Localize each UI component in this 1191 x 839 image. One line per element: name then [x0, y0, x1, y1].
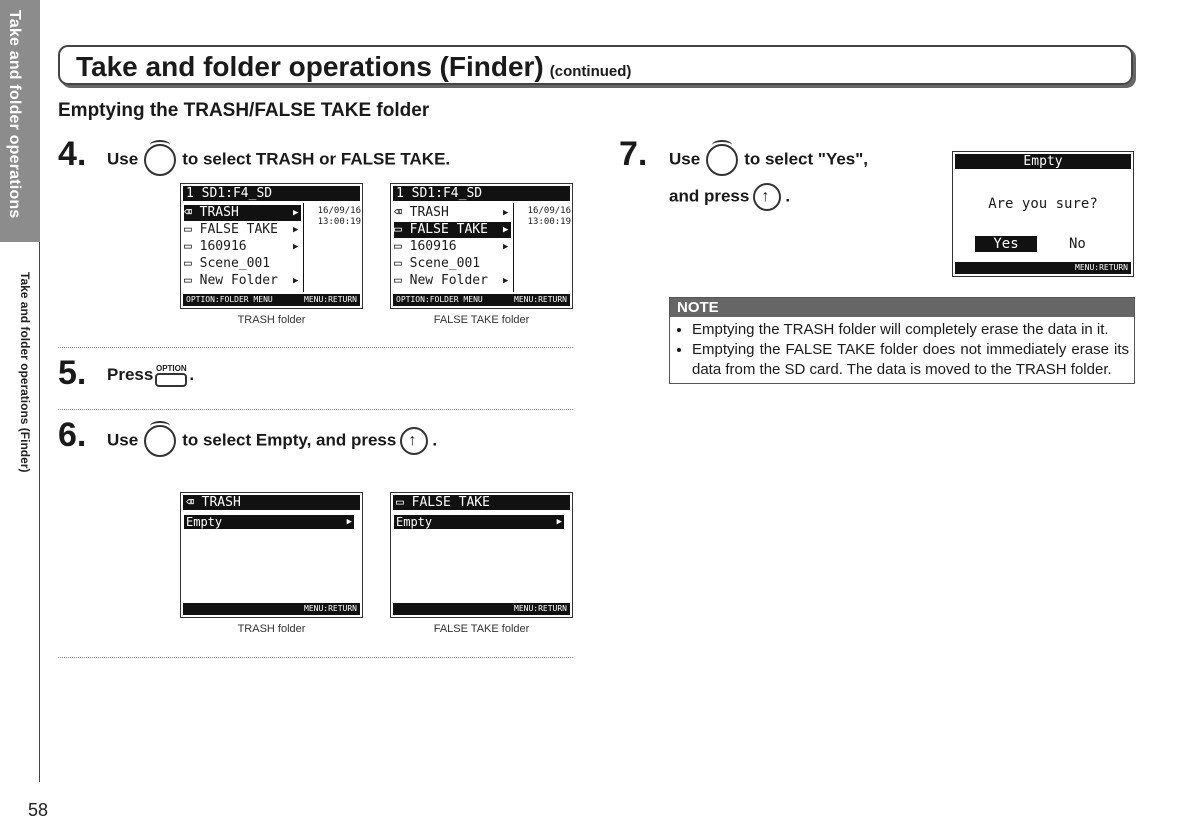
step-7-number: 7. — [619, 135, 648, 173]
arrow-right-icon: ▶ — [293, 242, 299, 252]
lcd-time: 13:00:19 — [317, 217, 361, 227]
arrow-right-icon: ▶ — [503, 225, 509, 235]
section-heading: Emptying the TRASH/FALSE TAKE folder — [58, 100, 430, 121]
lcd-item: ▭ New Folder — [184, 273, 278, 288]
note-heading: NOTE — [670, 298, 1134, 317]
page-title: Take and folder operations (Finder) (continued) — [76, 51, 632, 82]
lcd-item: Empty ▶ — [186, 515, 352, 529]
lcd-screen-trash — [180, 183, 363, 309]
step-5-number: 5. — [58, 354, 87, 392]
lcd-divider — [303, 203, 304, 292]
dial-icon — [144, 144, 176, 176]
lcd-header: Empty — [955, 154, 1131, 169]
lcd-item: ▭ 160916 — [394, 239, 457, 254]
lcd-header: ⌫ TRASH — [183, 495, 360, 510]
page-number: 58 — [28, 800, 49, 820]
dial-icon — [706, 144, 738, 176]
lcd-date: 16/09/16 — [317, 206, 361, 216]
lcd-no-option: No — [1069, 236, 1086, 252]
divider — [58, 409, 573, 410]
step-7-text: Use to select "Yes", — [669, 144, 868, 176]
arrow-right-icon: ▶ — [346, 517, 352, 527]
lcd-item: ▭ Scene_001 — [394, 256, 481, 271]
dial-icon — [144, 425, 176, 457]
step-4-text: Use to select TRASH or FALSE TAKE. — [107, 144, 450, 176]
caption: TRASH folder — [237, 623, 306, 635]
arrow-right-icon: ▶ — [503, 276, 509, 286]
side-divider — [39, 242, 40, 782]
push-dial-icon — [753, 183, 781, 211]
lcd-screen-confirm — [952, 151, 1134, 277]
side-tab-label: Take and folder operations — [6, 10, 23, 219]
note-item: • Emptying the TRASH folder will completely erase the data in it. — [692, 320, 1129, 340]
divider — [58, 347, 573, 348]
step-6-number: 6. — [58, 416, 87, 454]
step-5-text: Press OPTION . — [107, 364, 194, 387]
lcd-screen-false-take-empty — [390, 492, 573, 618]
lcd-footer: OPTION:FOLDER MENU MENU:RETURN — [393, 294, 570, 306]
arrow-right-icon: ▶ — [556, 517, 562, 527]
page-title-box — [58, 45, 1133, 85]
side-section-label: Take and folder operations (Finder) — [18, 272, 32, 473]
side-chapter-tab — [0, 0, 40, 242]
lcd-footer: OPTION:FOLDER MENU MENU:RETURN — [183, 294, 360, 306]
lcd-header: ▭ FALSE TAKE — [393, 495, 570, 510]
step-7-text-line2: and press↑ . — [669, 183, 790, 211]
lcd-footer: MENU:RETURN — [393, 603, 570, 615]
lcd-item: Empty ▶ — [396, 515, 562, 529]
lcd-divider — [513, 203, 514, 292]
arrow-right-icon: ▶ — [293, 225, 299, 235]
lcd-footer: MENU:RETURN — [183, 603, 360, 615]
lcd-item: ⌫ TRASH — [394, 205, 449, 220]
arrow-right-icon: ▶ — [293, 208, 299, 218]
lcd-item: ▭ New Folder — [394, 273, 488, 288]
step-6-text: Use to select Empty, and press↑ . — [107, 425, 437, 457]
step-4-number: 4. — [58, 135, 87, 173]
lcd-footer: MENU:RETURN — [955, 262, 1131, 274]
lcd-screen-false-take — [390, 183, 573, 309]
note-list — [670, 320, 1129, 380]
lcd-screen-trash-empty — [180, 492, 363, 618]
option-key-icon: OPTION — [155, 364, 187, 387]
caption: FALSE TAKE folder — [433, 623, 530, 635]
lcd-item: ▭ 160916 — [184, 239, 247, 254]
divider — [58, 657, 573, 658]
note-item: • Emptying the FALSE TAKE folder does not immediately erase its data from the SD card. The data is moved to the TRASH folder. — [692, 340, 1129, 380]
lcd-header: 1 SD1:F4_SD — [183, 186, 360, 201]
lcd-question: Are you sure? — [988, 196, 1098, 212]
push-dial-icon — [400, 427, 428, 455]
lcd-date: 16/09/16 — [527, 206, 571, 216]
lcd-header: 1 SD1:F4_SD — [393, 186, 570, 201]
caption: FALSE TAKE folder — [433, 314, 530, 326]
caption: TRASH folder — [237, 314, 306, 326]
arrow-right-icon: ▶ — [503, 208, 509, 218]
page-title-sub: (continued) — [549, 63, 632, 80]
arrow-right-icon: ▶ — [293, 276, 299, 286]
lcd-item: ▭ FALSE TAKE — [394, 222, 511, 238]
lcd-time: 13:00:19 — [527, 217, 571, 227]
arrow-right-icon: ▶ — [503, 242, 509, 252]
lcd-yes-option: Yes — [975, 236, 1037, 252]
note-box — [669, 297, 1135, 384]
lcd-item: ⌫ TRASH — [184, 205, 301, 221]
lcd-item: ▭ Scene_001 — [184, 256, 271, 271]
lcd-item: ▭ FALSE TAKE — [184, 222, 278, 237]
